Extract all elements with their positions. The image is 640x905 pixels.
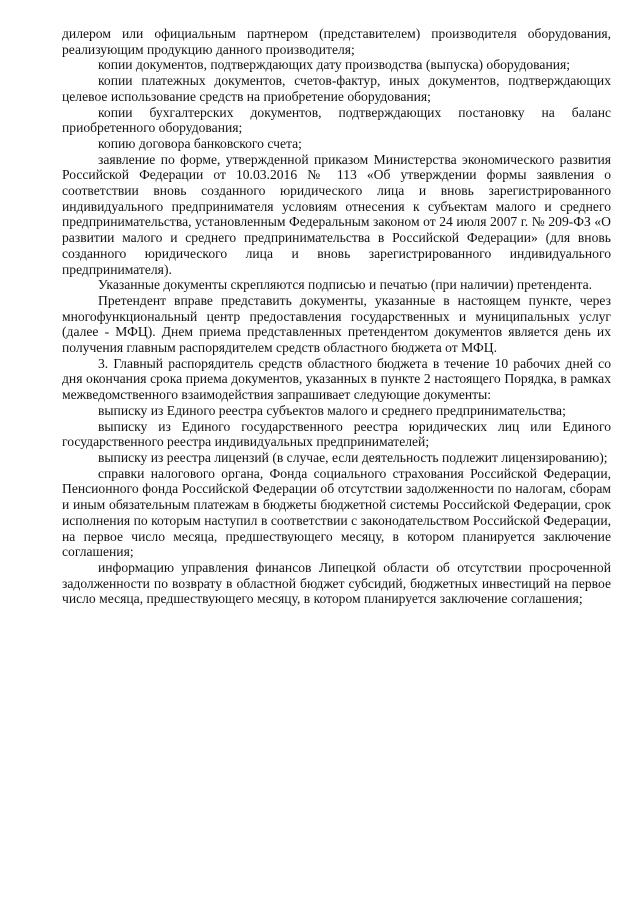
paragraph-production-date-docs: копии документов, подтверждающих дату производства (выпуска) оборудования;: [98, 57, 571, 73]
paragraph-payment-docs: копии платежных документов, счетов-фактур, иных документов, подтверждающих целевое использование средств на приобретение оборудования;: [62, 73, 611, 104]
paragraph-mfc: Претендент вправе представить документы, указанные в настоящем пункте, через многофункциональный центр предоставления государственных и муниципальных услуг (далее - МФЦ). Днем приема представленных претендентом документов является день их получения главным распорядителем средств областного бюджета от МФЦ.: [62, 292, 611, 356]
paragraph-signature-seal: Указанные документы скрепляются подписью и печатью (при наличии) претендента.: [98, 277, 593, 293]
paragraph-accounting-docs: копии бухгалтерских документов, подтверждающих постановку на баланс приобретенного оборудования;: [62, 104, 611, 136]
paragraph-license-registry: выписку из реестра лицензий (в случае, если деятельность подлежит лицензированию);: [98, 449, 608, 465]
paragraph-tax-certificates: справки налогового органа, Фонда социального страхования Российской Федерации, Пенсионного фонда Российской Федерации об отсутствии задолженности по налогам, сборам и иным обязательным платежам в бюджеты бюджетной системы Российской Федерации, срок исполнения по которым наступил в соответствии с законодательством Российской Федерации, на первое число месяца, предшествующего месяцу, в котором планируется заключение соглашения;: [62, 465, 611, 560]
paragraph-application-form: заявление по форме, утвержденной приказом Министерства экономического развития Российской Федерации от 10.03.2016 № 113 «Об утверждении формы заявления о соответствии вновь созданного юридического лица и вновь зарегистрированного индивидуального предпринимателя условиям отнесения к субъектам малого и среднего предпринимательства, установленным Федеральным законом от 24 июля 2007 г. № 209-ФЗ «О развитии малого и среднего предпринимательства в Российской Федерации» (для вновь созданного юридического лица и вновь зарегистрированного индивидуального предпринимателя).: [62, 151, 611, 277]
document-page: [62, 26, 611, 607]
paragraph-finance-info: информацию управления финансов Липецкой области об отсутствии просроченной задолженности по возврату в областной бюджет субсидий, бюджетных инвестиций на первое число месяца, предшествующего месяцу, в котором планируется заключение соглашения;: [62, 559, 611, 607]
paragraph-item-3: 3. Главный распорядитель средств областного бюджета в течение 10 рабочих дней со дня окончания срока приема документов, указанных в пункте 2 настоящего Порядка, в рамках межведомственного взаимодействия запрашивает следующие документы:: [62, 355, 611, 403]
paragraph-dealer: дилером или официальным партнером (представителем) производителя оборудования, реализующим продукцию данного производителя;: [62, 26, 611, 57]
paragraph-sme-registry: выписку из Единого реестра субъектов малого и среднего предпринимательства;: [98, 402, 566, 418]
paragraph-bank-contract: копию договора банковского счета;: [98, 135, 302, 151]
paragraph-egrul: выписку из Единого государственного реестра юридических лиц или Единого государственного реестра индивидуальных предпринимателей;: [62, 418, 611, 450]
